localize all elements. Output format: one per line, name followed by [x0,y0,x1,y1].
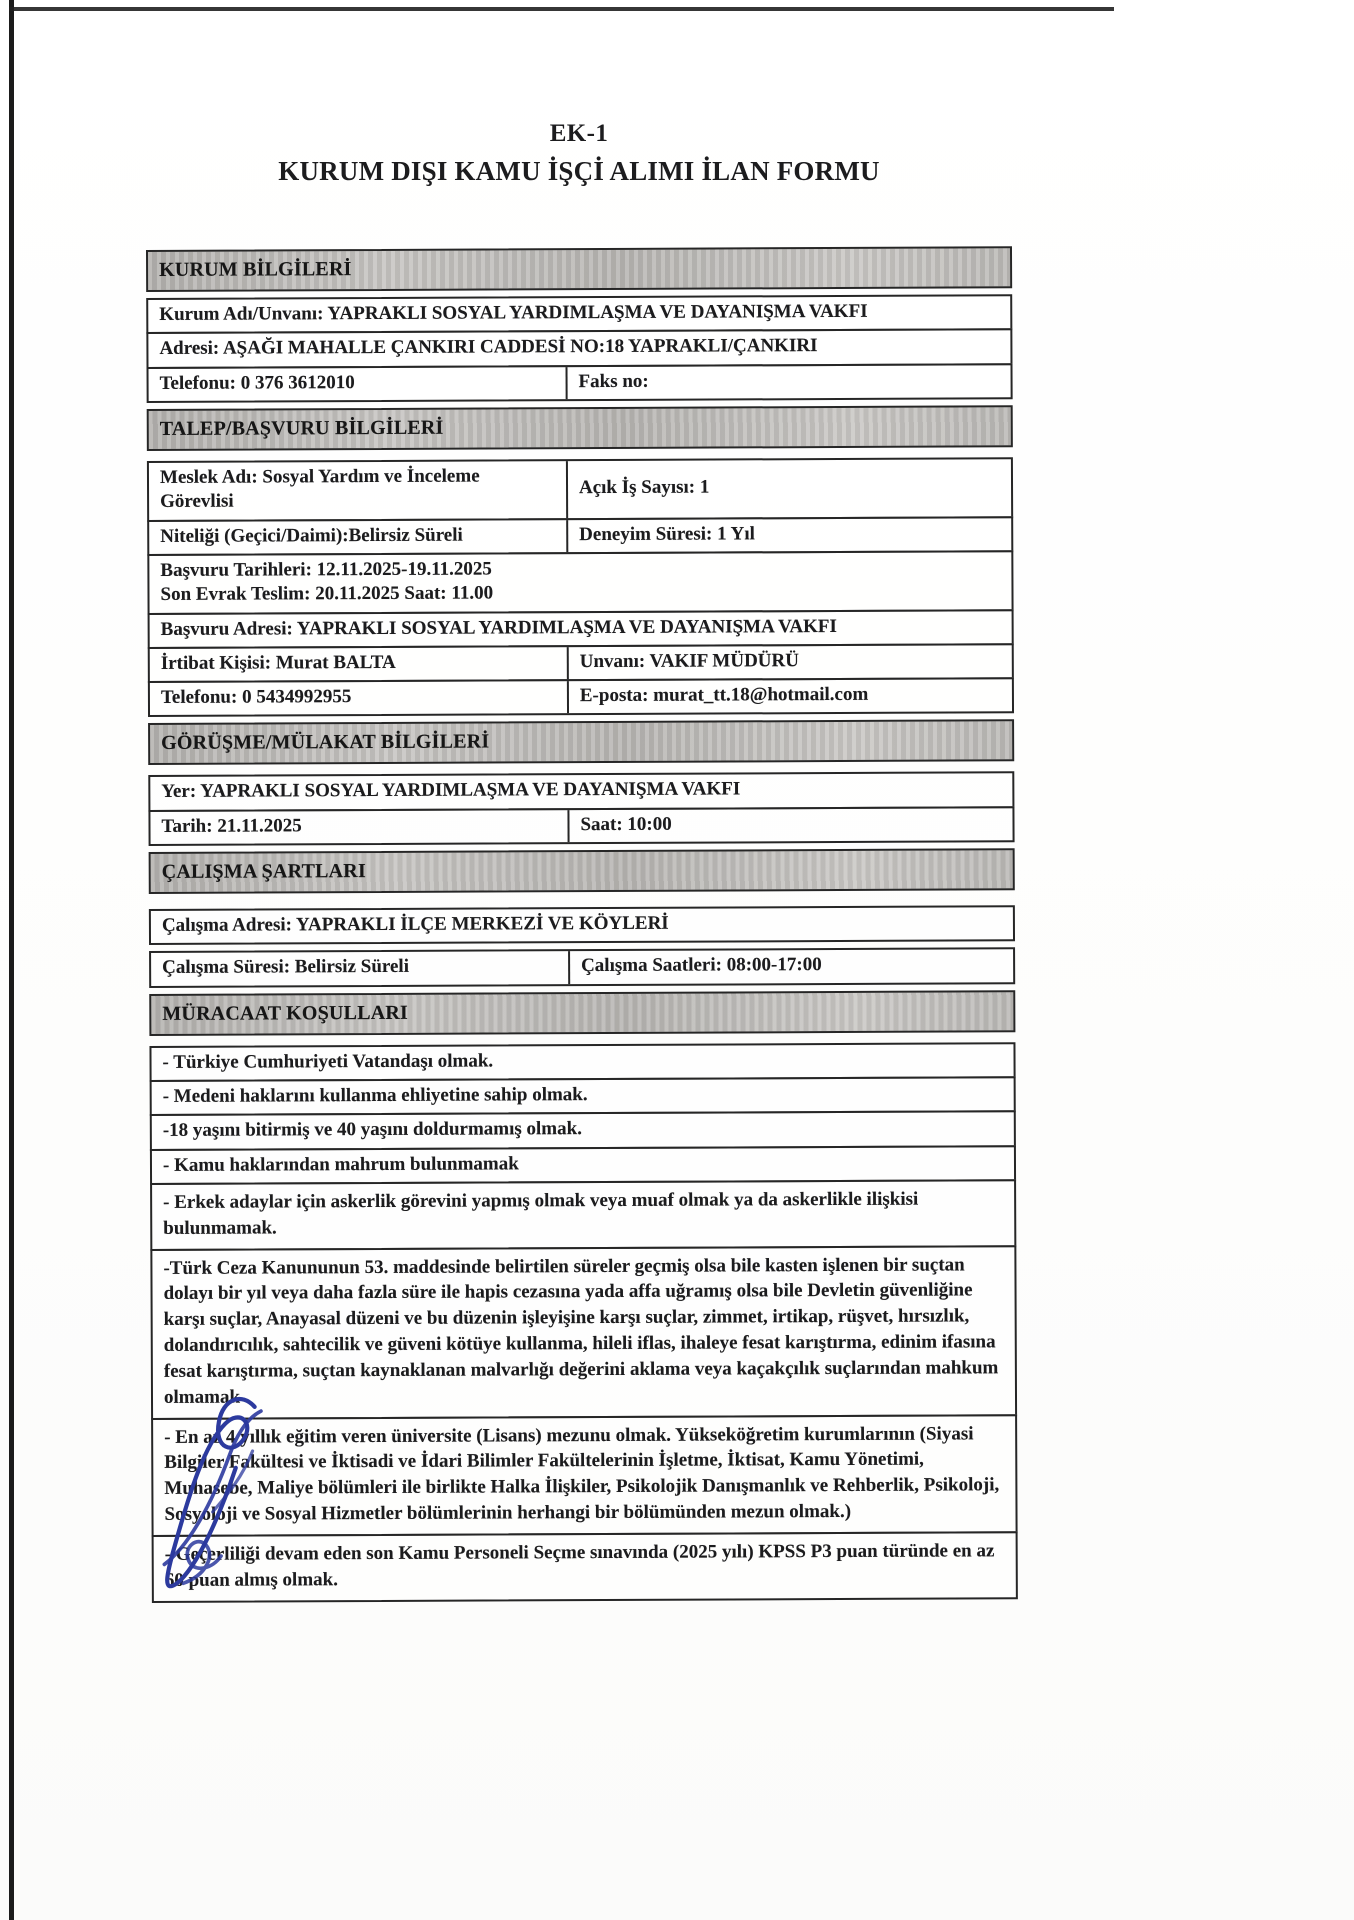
row-calisma-adresi [149,905,1015,945]
field-acik-is-sayisi: Açık İş Sayısı: 1 [578,476,710,499]
field-faks-no: Faks no: [578,370,649,392]
row-meslek-acikis [147,457,1013,521]
section-header-muracaat-kosullari: MÜRACAAT KOŞULLARI [149,990,1015,1036]
field-calisma-saatleri: Çalışma Saatleri: 08:00-17:00 [580,954,822,977]
section-header-talep-basvuru: TALEP/BAŞVURU BİLGİLERİ [147,405,1013,451]
form-title: KURUM DIŞI KAMU İŞÇİ ALIMI İLAN FORMU [278,156,880,186]
row-calisma-suresi-saatleri [149,948,1015,988]
field-calisma-adresi: Çalışma Adresi: YAPRAKLI İLÇE MERKEZİ VE KÖYLERİ [161,912,669,936]
condition-text: - Medeni haklarını kullanma ehliyetine sahip olmak. [162,1084,588,1107]
field-eposta: E-posta: murat_tt.18@hotmail.com [579,683,869,707]
condition-item [150,1179,1016,1250]
field-adresi: Adresi: AŞAĞI MAHALLE ÇANKIRI CADDESİ NO:18 YAPRAKLI/ÇANKIRI [159,335,818,360]
handwritten-signature [150,1388,290,1598]
condition-text: - En az 4 yıllık eğitim veren üniversite (Lisans) mezunu olmak. Yükseköğretim kurumlarının (Siyasi Bilgiler Fakültesi ve İktisadi ve İdari Bilimler Fakültelerinin İşletme, İktisat, Kamu Yönetimi, Muhasebe, Maliye bölümleri ile birlikte Halka İlişkiler, Psikolojik Danışmanlık ve Rehberlik, Psikoloji, Sosyoloji ve Sosyal Hizmetler bölümlerinin herhangi bir bölümünden mezun olmak.) [164,1422,1000,1525]
field-kurum-adi: Kurum Adı/Unvanı: YAPRAKLI SOSYAL YARDIMLAŞMA VE DAYANIŞMA VAKFI [159,300,868,325]
field-telefonu-2: Telefonu: 0 5434992955 [150,681,569,715]
field-unvani: Unvanı: VAKIF MÜDÜRÜ [579,649,799,672]
field-telefonu: Telefonu: 0 376 3612010 [149,367,568,401]
row-irtibat-unvan [148,643,1014,683]
condition-text: -18 yaşını bitirmiş ve 40 yaşını doldurmamış olmak. [162,1118,582,1142]
row-basvuru-tarihleri [147,550,1013,614]
field-calisma-suresi: Çalışma Süresi: Belirsiz Süreli [151,952,570,986]
section-header-calisma-sartlari: ÇALIŞMA ŞARTLARI [149,848,1015,894]
field-basvuru-adresi: Başvuru Adresi: YAPRAKLI SOSYAL YARDIMLAŞMA VE DAYANIŞMA VAKFI [160,615,837,640]
scan-edge-top [9,7,1114,11]
field-son-evrak-teslim: Son Evrak Teslim: 20.11.2025 Saat: 11.00 [160,582,494,606]
row-telefon-faks [147,363,1013,403]
document-header [146,120,1012,187]
field-basvuru-tarihleri: Başvuru Tarihleri: 12.11.2025-19.11.2025 [160,558,492,581]
section-header-gorusme-mulakat: GÖRÜŞME/MÜLAKAT BİLGİLERİ [148,720,1014,766]
condition-text: - Geçerliliği devam eden son Kamu Personeli Seçme sınavında (2025 yılı) KPSS P3 puan türünde en az 60 puan almış olmak. [164,1540,995,1591]
field-meslek-adi: Meslek Adı: Sosyal Yardım ve İnceleme Görevlisi [149,461,568,519]
annex-label: EK-1 [549,120,609,147]
section-header-kurum-bilgileri: KURUM BİLGİLERİ [146,246,1012,292]
condition-text: -Türk Ceza Kanununun 53. maddesinde belirtilen süreler geçmiş olsa bile kasten işlenen bir suçtan dolayı bir yıl veya daha fazla süre ile hapis cezasına yada affa uğramış olsa bile Devletin güvenliğine karşı suçlar, Anayasal düzeni ve bu düzenin işleyişine karşı suçlar, zimmet, irtikap, rüşvet, hırsızlık, dolandırıcılık, sahtecilik ve güveni kötüye kullanma, hileli iflas, ihaleye fesat karıştırma, edinim ifasına fesat karıştırma, suçtan kaynaklanan malvarlığı değerini aklama veya kaçakçılık suçlarından mahkum olmamak [163,1254,999,1408]
field-saat: Saat: 10:00 [580,813,672,835]
row-tarih-saat [148,806,1014,846]
row-nitelik-deneyim [147,516,1013,556]
condition-text: - Erkek adaylar için askerlik görevini yapmış olmak veya muaf olmak ya da askerlikle ilişkisi bulunmamak. [163,1188,919,1239]
field-deneyim-suresi: Deneyim Süresi: 1 Yıl [579,522,755,545]
field-yer: Yer: YAPRAKLI SOSYAL YARDIMLAŞMA VE DAYANIŞMA VAKFI [161,778,741,803]
row-telefon-eposta [148,677,1014,717]
field-niteligi: Niteliği (Geçici/Daimi):Belirsiz Süreli [149,520,568,554]
scan-edge-left [9,0,14,1920]
condition-text: - Kamu haklarından mahrum bulunmamak [162,1153,519,1176]
condition-text: - Türkiye Cumhuriyeti Vatandaşı olmak. [162,1050,494,1073]
field-irtibat-kisisi: İrtibat Kişisi: Murat BALTA [150,647,569,681]
field-tarih: Tarih: 21.11.2025 [150,810,569,844]
